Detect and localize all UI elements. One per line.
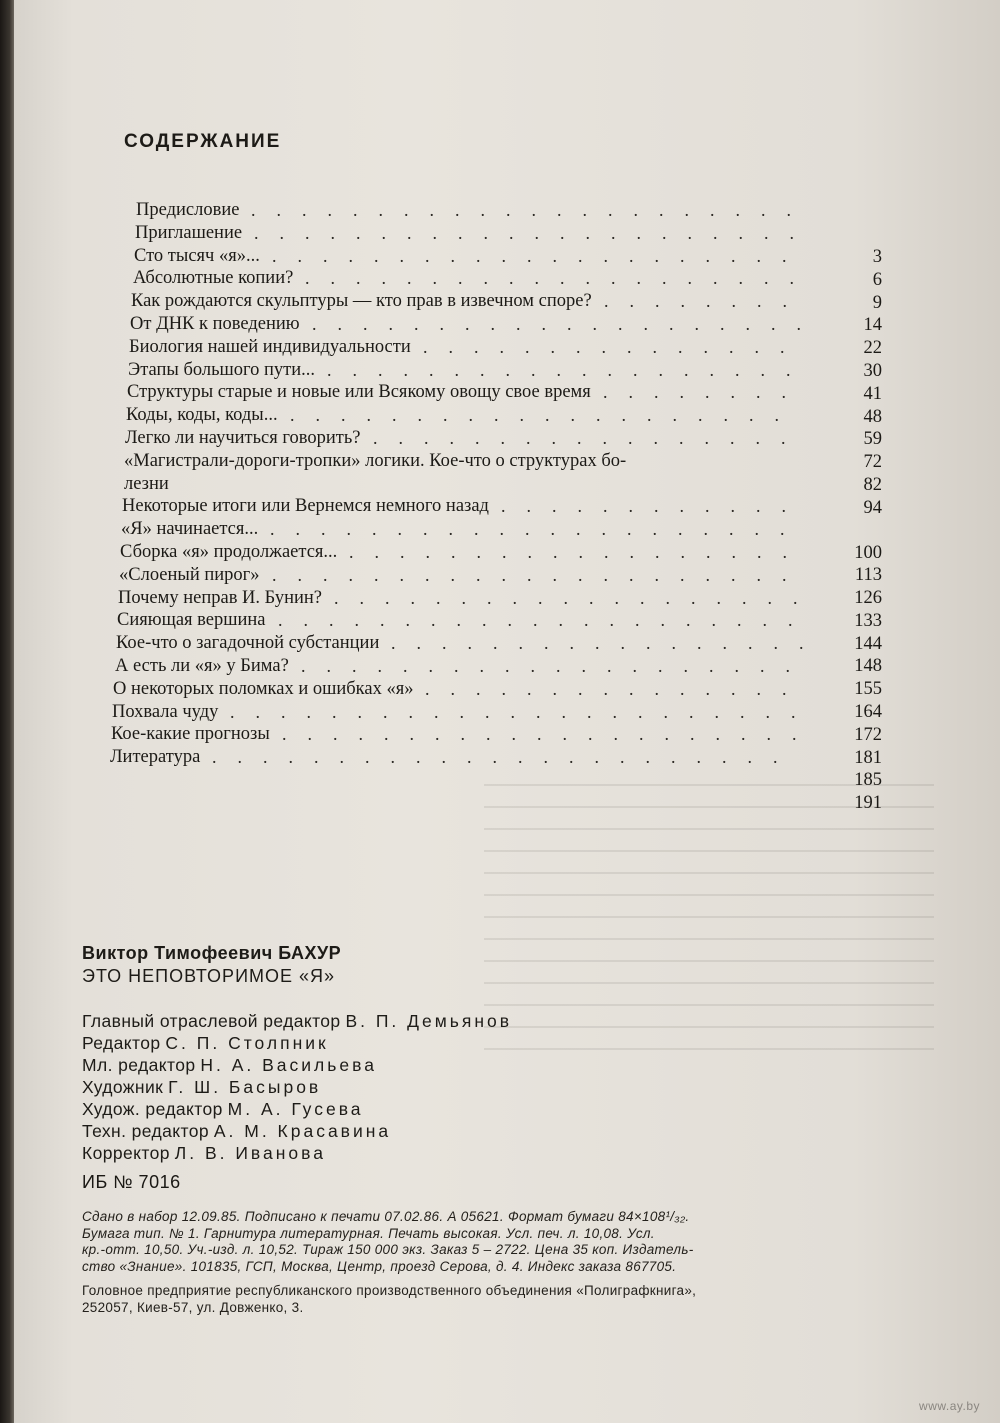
toc-entry-title: Предисловие — [136, 200, 240, 220]
toc-entry-page: 133 — [854, 611, 882, 631]
toc-entry-title: «Я» начинается... — [121, 519, 259, 539]
toc-entry-page: 9 — [872, 293, 882, 313]
toc-dot-leader: ...................... — [251, 200, 812, 220]
credit-person: С. П. Столпник — [165, 1033, 329, 1053]
toc-entry-page: 164 — [854, 702, 882, 722]
toc-entry-page: 185 — [854, 770, 882, 790]
toc-entry-page: 126 — [854, 588, 882, 608]
toc-entry-title: Коды, коды, коды... — [126, 405, 278, 425]
credit-person: А. М. Красавина — [213, 1121, 392, 1141]
toc-dot-leader: ..................... — [278, 610, 814, 630]
toc-entry-title: Легко ли научиться говорить? — [125, 428, 361, 448]
toc-entry-page: 113 — [854, 565, 882, 585]
toc-entry-page: 100 — [854, 543, 882, 563]
toc-dot-leader: ..................... — [272, 565, 808, 585]
toc-entry-title: Сияющая вершина — [117, 610, 266, 630]
toc-entry-page: 155 — [854, 679, 882, 699]
credit-row — [82, 1098, 942, 1120]
credit-person: М. А. Гусева — [227, 1099, 364, 1119]
print-details-line: Бумага тип. № 1. Гарнитура литературная. Печать высокая. Усл. печ. л. 10,08. Усл. — [82, 1225, 655, 1241]
print-details — [82, 1209, 942, 1275]
credit-row — [82, 1076, 942, 1098]
credits — [82, 1010, 942, 1164]
toc-entry-title: Приглашение — [135, 223, 243, 243]
toc-entry-title-continued: лезни — [124, 474, 169, 494]
toc-entry-page: 59 — [863, 429, 882, 449]
toc-entry-page: 41 — [863, 384, 882, 404]
credit-role: Мл. редактор — [82, 1055, 196, 1075]
toc-dot-leader: ..................... — [272, 246, 808, 266]
toc-entry-title: «Слоеный пирог» — [119, 565, 260, 585]
toc-entry-page: 72 — [863, 452, 882, 472]
publisher-info — [82, 1283, 942, 1316]
credit-row — [82, 1120, 942, 1142]
toc-dot-leader: ................... — [327, 360, 812, 380]
credit-row — [82, 1010, 942, 1032]
toc-dot-leader: ............ — [501, 496, 807, 516]
table-of-contents — [14, 199, 1000, 813]
publisher-line: 252057, Киев-57, ул. Довженко, 3. — [82, 1299, 304, 1315]
toc-entry-page: 148 — [854, 656, 882, 676]
toc-entry-page: 30 — [863, 361, 882, 381]
toc-entry-page: 191 — [854, 793, 882, 813]
credit-person: Г. Ш. Басыров — [168, 1077, 322, 1097]
toc-entry-page: 6 — [872, 270, 882, 290]
toc-dot-leader: ............... — [425, 679, 808, 699]
toc-entry-title: Абсолютные копии? — [133, 268, 294, 288]
credit-role: Редактор — [82, 1033, 161, 1053]
toc-entry-title: Сто тысяч «я»... — [134, 246, 260, 266]
toc-dot-leader: ....................... — [212, 747, 799, 767]
toc-entry-title: Биология нашей индивидуальности — [129, 337, 411, 357]
toc-entry-page: 181 — [854, 748, 882, 768]
print-details-line: ство «Знание». 101835, ГСП, Москва, Центр, проезд Серова, д. 4. Индекс заказа 867705. — [82, 1258, 677, 1274]
toc-entry-page: 22 — [863, 338, 882, 358]
credit-person: Н. А. Васильева — [200, 1055, 377, 1075]
toc-entry-page: 14 — [863, 315, 882, 335]
toc-entry-title: А есть ли «я» у Бима? — [115, 656, 289, 676]
toc-dot-leader: .................... — [290, 405, 800, 425]
toc-entry-page: 82 — [863, 475, 882, 495]
credit-person: Л. В. Иванова — [174, 1143, 326, 1163]
toc-dot-leader: ........ — [604, 291, 808, 311]
toc-heading: СОДЕРЖАНИЕ — [124, 131, 282, 152]
toc-dot-leader: .................. — [349, 542, 808, 562]
credit-role: Художник — [82, 1077, 164, 1097]
ib-number: ИБ № 7016 — [82, 1172, 181, 1192]
toc-entry-page: 48 — [863, 407, 882, 427]
book-page — [14, 0, 1000, 1423]
toc-entry-title: Как рождаются скульптуры — кто прав в извечном споре? — [131, 291, 592, 311]
credit-row — [82, 1142, 942, 1164]
toc-dot-leader: ............... — [423, 337, 806, 357]
credit-role: Техн. редактор — [82, 1121, 209, 1141]
toc-dot-leader: .................... — [305, 268, 815, 288]
toc-dot-leader: ..................... — [270, 519, 806, 539]
author-name: Виктор Тимофеевич БАХУР — [82, 943, 342, 963]
credit-person: В. П. Демьянов — [345, 1011, 513, 1031]
toc-entry-title: Литература — [110, 747, 201, 767]
book-title: ЭТО НЕПОВТОРИМОЕ «Я» — [82, 966, 336, 986]
imprint — [82, 942, 942, 1316]
credit-role: Корректор — [82, 1143, 170, 1163]
toc-entry-page: 144 — [854, 634, 882, 654]
toc-entry-title: Структуры старые и новые или Всякому овощу свое время — [127, 382, 591, 402]
toc-dot-leader: ...................... — [254, 223, 815, 243]
toc-entry-page: 172 — [854, 725, 882, 745]
toc-entry-title: Некоторые итоги или Вернемся немного назад — [122, 496, 489, 516]
toc-entry-title: От ДНК к поведению — [130, 314, 300, 334]
credit-role: Главный отраслевой редактор — [82, 1011, 341, 1031]
publisher-line: Головное предприятие республиканского производственного объединения «Полиграфкнига», — [82, 1283, 697, 1298]
credit-row — [82, 1032, 942, 1054]
credit-role: Худож. редактор — [82, 1099, 223, 1119]
toc-dot-leader: .................... — [312, 314, 822, 334]
toc-dot-leader: ................. — [373, 428, 807, 448]
toc-entry-title: Кое-какие прогнозы — [111, 724, 270, 744]
toc-entry-page: 3 — [872, 247, 882, 267]
print-details-line: Сдано в набор 12.09.85. Подписано к печати 07.02.86. А 05621. Формат бумаги 84×108¹/₃₂. — [82, 1209, 690, 1224]
toc-entry-title: «Магистрали-дороги-тропки» логики. Кое-что о структурах бо- — [124, 451, 627, 471]
toc-entry-title: Похвала чуду — [112, 702, 219, 722]
toc-dot-leader: ........ — [603, 382, 807, 402]
toc-entry-title: О некоторых поломках и ошибках «я» — [113, 679, 414, 699]
credit-row — [82, 1054, 942, 1076]
watermark: www.ay.by — [919, 1399, 980, 1413]
toc-dot-leader: ................... — [334, 588, 819, 608]
toc-dot-leader: ................. — [391, 633, 825, 653]
toc-entry-title: Этапы большого пути... — [128, 360, 316, 380]
toc-entry-title: Кое-что о загадочной субстанции — [116, 633, 380, 653]
toc-entry-title: Почему неправ И. Бунин? — [118, 588, 322, 608]
toc-entry-page: 94 — [863, 498, 882, 518]
print-details-line: кр.-отт. 10,50. Уч.-изд. л. 10,52. Тираж 150 000 экз. Заказ 5 – 2722. Цена 35 коп. Издатель- — [82, 1242, 694, 1257]
toc-dot-leader: ....................... — [230, 702, 817, 722]
book-spine-shadow — [0, 0, 14, 1423]
toc-dot-leader: .................... — [301, 656, 811, 676]
toc-entry-title: Сборка «я» продолжается... — [120, 542, 338, 562]
toc-dot-leader: ..................... — [282, 724, 818, 744]
